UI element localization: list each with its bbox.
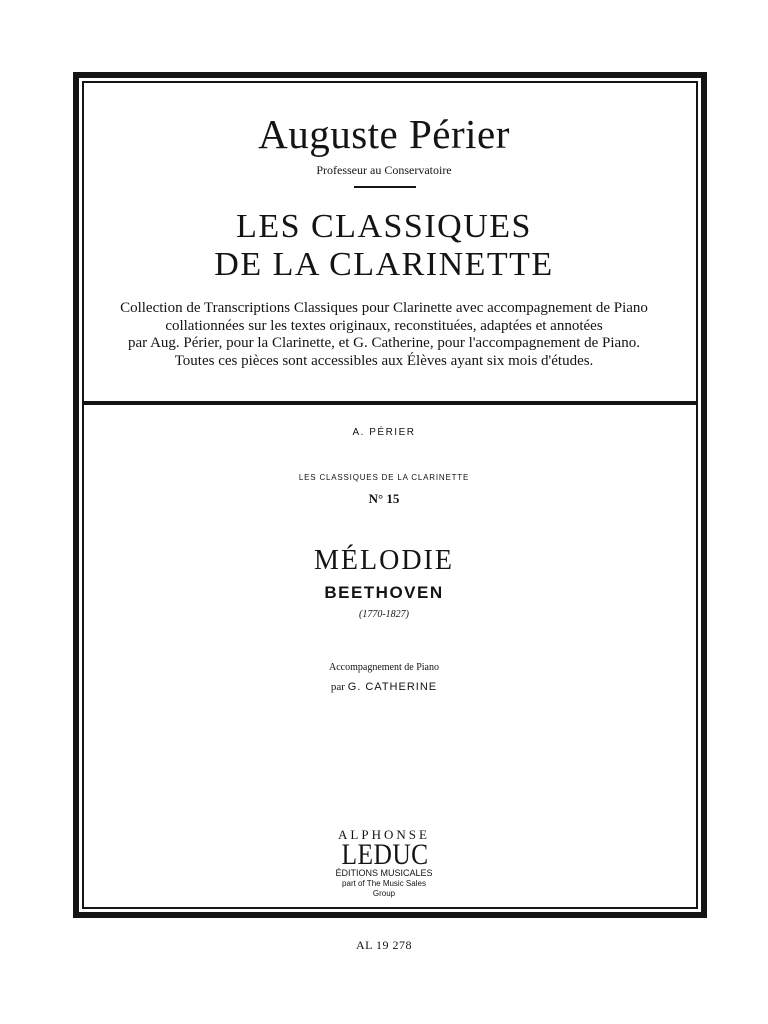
author-small: A. PÉRIER xyxy=(352,427,416,438)
publisher-line-1: ALPHONSE xyxy=(338,827,430,842)
publisher-line-2: LEDUC xyxy=(341,838,429,871)
catalog-number: AL 19 278 xyxy=(355,938,413,952)
description-line: par Aug. Périer, pour la Clarinette, et G. Catherine, pour l'accompagnement de Piano. xyxy=(128,335,640,351)
piece-number: N° 15 xyxy=(368,491,400,506)
arranger xyxy=(0,681,768,693)
author-name: Auguste Périer xyxy=(258,111,510,157)
piece-title: MÉLODIE xyxy=(314,545,454,576)
section-divider xyxy=(82,401,698,405)
title-rule xyxy=(354,186,416,188)
arranger-name: G. CATHERINE xyxy=(347,681,438,693)
publisher-logo xyxy=(334,828,434,899)
series-title-line-2: DE LA CLARINETTE xyxy=(214,246,554,283)
description-line: collationnées sur les textes originaux, reconstituées, adaptées et annotées xyxy=(165,317,603,334)
author-title: Professeur au Conservatoire xyxy=(316,163,452,177)
description-line: Toutes ces pièces sont accessibles aux Élèves ayant six mois d'études. xyxy=(174,352,594,369)
composer-name: BEETHOVEN xyxy=(324,583,444,602)
series-title-line-1: LES CLASSIQUES xyxy=(236,208,532,245)
publisher-line-4: part of The Music Sales Group xyxy=(342,879,426,898)
series-title xyxy=(0,208,768,284)
publisher-line-3: ÉDITIONS MUSICALES xyxy=(335,868,433,878)
series-description xyxy=(0,300,768,370)
composer-dates: (1770-1827) xyxy=(359,609,409,620)
series-small: LES CLASSIQUES DE LA CLARINETTE xyxy=(298,473,470,482)
arranger-prefix: par xyxy=(330,681,345,693)
description-line: Collection de Transcriptions Classiques pour Clarinette avec accompagnement de Piano xyxy=(120,300,648,316)
accompaniment-label: Accompagnement de Piano xyxy=(329,662,439,673)
